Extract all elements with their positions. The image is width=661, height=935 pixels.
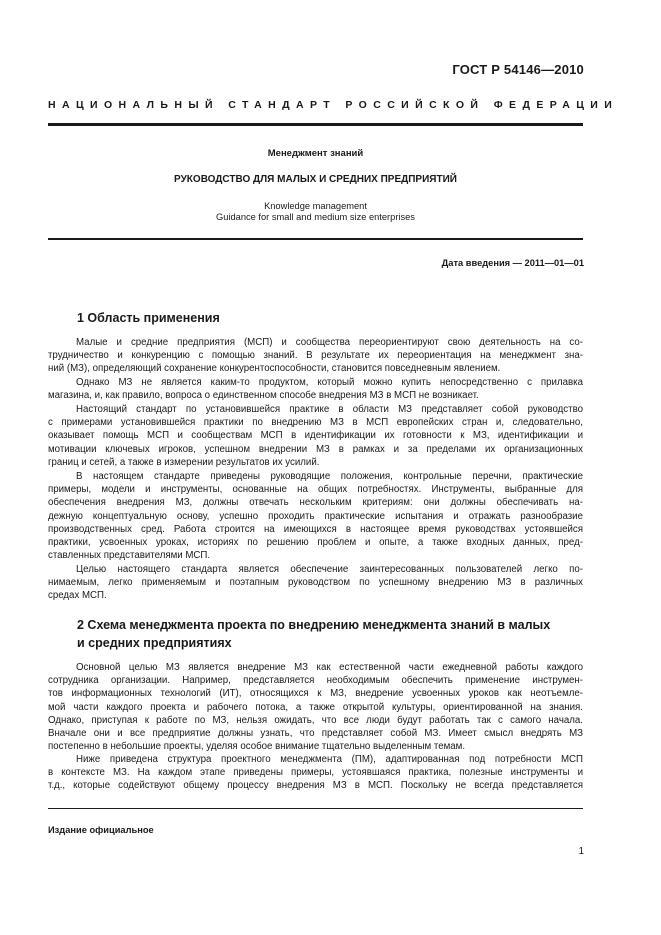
section-1-paragraph-1	[48, 336, 583, 376]
text-line: трудничество и конкуренцию с помощью знаний. В результате их переориентация на менеджмент зна-	[48, 350, 583, 362]
text-line: т.д., которые содействуют общему процессу внедрения МЗ в МСП. Поскольку не всегда представляется	[48, 780, 583, 792]
text-line: производственных сред. Работа строится на имеющихся в настоящее время руководствах устоявшейся	[48, 523, 583, 535]
text-line: ний (МЗ), определяющий сохранение конкурентоспособности, становится повседневным явлением.	[48, 363, 501, 375]
section-2-paragraph-2	[48, 753, 583, 793]
text-line: практики, усвоенных уроках, историях по решению проблем и опыте, а также входных данных, пред-	[48, 537, 583, 549]
national-standard-banner: НАЦИОНАЛЬНЫЙ СТАНДАРТ РОССИЙСКОЙ ФЕДЕРАЦИИ	[48, 99, 619, 111]
text-line: примеры, модели и инструменты, основанные на общих потребностях. Инструменты, выбранные для	[48, 484, 583, 496]
page-number: 1	[578, 846, 584, 857]
section-2-paragraph-1	[48, 661, 583, 753]
text-line: Малые и средние предприятия (МСП) и сообщества переориентируют свою деятельность на со-	[76, 337, 583, 348]
text-line: сотрудника организации. Например, представляется необходимым обеспечить применение инструмен-	[48, 675, 583, 687]
section-1-paragraph-5	[48, 563, 583, 603]
footer-rule	[48, 808, 583, 809]
text-line: с примерами установившейся практики по внедрению МЗ в МСП европейских стран и, следовательно,	[48, 417, 583, 429]
text-line: дежную концептуальную основу, успешно проходить практические испытания и отражать разнообразие	[48, 510, 583, 522]
title-rule	[48, 238, 583, 240]
text-line: средах МСП.	[48, 590, 107, 602]
section-2-heading-line-1: 2 Схема менеджмента проекта по внедрению менеджмента знаний в малых	[77, 618, 551, 632]
text-line: Целью настоящего стандарта является обеспечение заинтересованных пользователей легко по-	[76, 564, 583, 575]
text-line: постепенно в небольшие проекты, уделяя особое внимание тщательно выделенным темам.	[48, 741, 466, 753]
text-line: Основной целью МЗ является внедрение МЗ как естественной части ежедневной работы каждого	[76, 662, 583, 673]
text-line: Вначале они и все предприятие должны узнать, что представляет собой МЗ. Имеет смысл внедрять МЗ	[48, 728, 583, 740]
document-title-en-line2: Guidance for small and medium size enterprises	[216, 212, 415, 222]
introduction-date: Дата введения — 2011—01—01	[441, 258, 584, 268]
document-title-en-line1: Knowledge management	[264, 201, 367, 211]
text-line: Однако, приступая к работе по МЗ, нельзя ожидать, что все люди будут работать так с самого начала.	[48, 714, 583, 726]
text-line: оказывает помощь МСП и сообществам МСП в идентификации их готовности к МЗ, идентификации и	[48, 430, 583, 442]
text-line: тов информационных технологий (ИТ), относящихся к МЗ, внедрение усвоенных уроков как неотъемле-	[48, 688, 583, 700]
document-title-ru: РУКОВОДСТВО ДЛЯ МАЛЫХ И СРЕДНИХ ПРЕДПРИЯТИЙ	[174, 174, 457, 185]
section-1-paragraph-4	[48, 470, 583, 562]
section-1-paragraph-2	[48, 376, 583, 402]
edition-note: Издание официальное	[48, 825, 154, 835]
text-line: Однако МЗ не является каким-то продуктом, который можно купить непосредственно с прилавка	[76, 377, 583, 388]
text-line: в контексте МЗ. На каждом этапе приведены примеры, устоявшаяся практика, полезные инструменты и	[48, 767, 583, 779]
text-line: Ниже приведена структура проектного менеджмента (ПМ), адаптированная под потребности МСП	[76, 754, 583, 765]
text-line: обеспечения внедрения МЗ, должны отвечать нескольким критериям: они должны обеспечивать на-	[48, 497, 583, 509]
standard-number: ГОСТ Р 54146—2010	[452, 62, 584, 77]
text-line: ставленных представителями МСП.	[48, 550, 211, 562]
text-line: нимаемым, легко применяемым и поэтапным руководством по успешному внедрению МЗ в различных	[48, 577, 583, 589]
header-rule	[48, 123, 583, 126]
document-subject: Менеджмент знаний	[267, 148, 364, 159]
text-line: Настоящий стандарт по установившейся практике в области МЗ представляет собой руководство	[76, 404, 583, 415]
text-line: В настоящем стандарте приведены руководящие положения, контрольные перечни, практические	[76, 471, 583, 482]
text-line: мой части каждого проекта и рабочего потока, а также открытой культуры, ориентированной на знания.	[48, 701, 583, 713]
section-1-paragraph-3	[48, 403, 583, 469]
text-line: границ и сетей, а также в измерении результатов их усилий.	[48, 456, 320, 468]
section-2-heading-line-2: и средних предприятиях	[77, 636, 232, 650]
section-1-heading: 1 Область применения	[77, 311, 220, 325]
text-line: магазина, и, как правило, вопроса о единственном способе внедрения МЗ в МСП не возникает.	[48, 390, 479, 402]
text-line: мотивации ключевых игроков, успешном внедрении МЗ в рамках и за пределами их организационных	[48, 443, 583, 455]
